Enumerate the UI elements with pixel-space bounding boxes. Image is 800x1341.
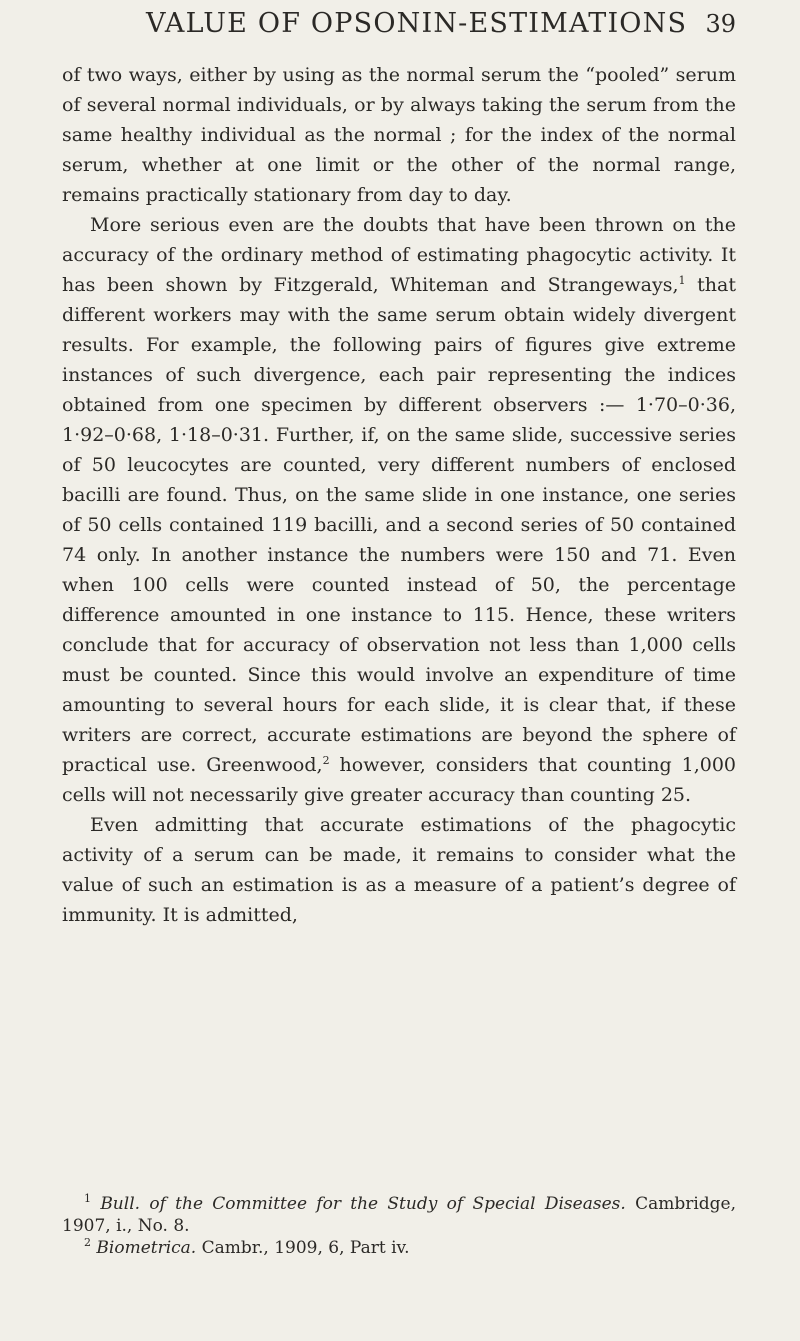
paragraph-3	[62, 810, 736, 930]
paragraph-2	[62, 210, 736, 810]
paragraph-2-text-c: however, considers that counting 1,000 cells will not necessarily give greater accuracy than counting 25.	[62, 754, 736, 806]
paragraph-3-text: Even admitting that accurate estimations of the phagocytic activity of a serum can be made, it remains to consider what the value of such an estimation is as a measure of a patient’s degree of immunity. It is admitted,	[62, 814, 736, 926]
paragraph-2-text-a: More serious even are the doubts that have been thrown on the accuracy of the ordinary method of estimating phagocytic activity. It has been shown by Fitzgerald, Whiteman and Strangeways,	[62, 214, 736, 296]
paragraph-1-text: of two ways, either by using as the normal serum the “pooled” serum of several normal individuals, or by always taking the serum from the same healthy individual as the normal ; for the index of the normal serum, whether at one limit or the other of the normal range, remains practically stationary from day to day.	[62, 64, 736, 206]
footnote-1	[62, 1193, 736, 1237]
footnote-2-text: Cambr., 1909, 6, Part iv.	[196, 1238, 410, 1258]
body-text	[62, 60, 736, 930]
running-head	[62, 8, 736, 48]
footnote-1-text: Cambridge, 1907, i., No. 8.	[62, 1194, 737, 1236]
footnote-1-title: Bull. of the Committee for the Study of Special Diseases.	[100, 1194, 626, 1214]
running-title: VALUE OF OPSONIN-ESTIMATIONS	[146, 8, 688, 39]
footnotes	[62, 1193, 736, 1259]
paragraph-1	[62, 60, 736, 210]
footnote-ref-2: 2	[322, 754, 330, 767]
footnote-2-marker: 2	[84, 1236, 91, 1249]
page-number: 39	[705, 10, 736, 38]
footnote-ref-1: 1	[678, 274, 686, 287]
paragraph-2-text-b: that different workers may with the same serum obtain widely divergent results. For example, the following pairs of figures give extreme instances of such divergence, each pair representing the indices obtained from one specimen by different observers :— 1·70–0·36, 1·92–0·68, 1·18–0·31. Further, if, on the same slide, successive series of 50 leucocytes are counted, very different numbers of enclosed bacilli are found. Thus, on the same slide in one instance, one series of 50 cells contained 119 bacilli, and a second series of 50 contained 74 only. In another instance the numbers were 150 and 71. Even when 100 cells were counted instead of 50, the percentage difference amounted in one instance to 115. Hence, these writers conclude that for accuracy of observation not less than 1,000 cells must be counted. Since this would involve an expenditure of time amounting to several hours for each slide, it is clear that, if these writers are correct, accurate estimations are beyond the sphere of practical use. Greenwood,	[62, 274, 737, 776]
footnote-1-marker: 1	[84, 1192, 91, 1205]
footnote-2	[62, 1237, 736, 1259]
footnote-2-title: Biometrica.	[96, 1238, 197, 1258]
